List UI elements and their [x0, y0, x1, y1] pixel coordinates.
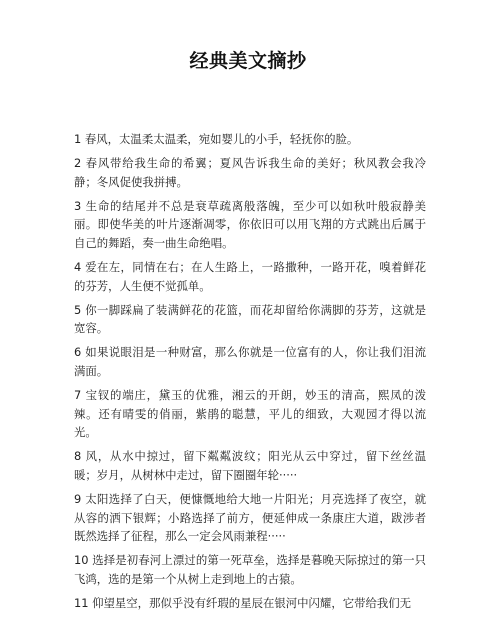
entry: 10 选择是初春河上漂过的第一死草垒，选择是暮晚天际掠过的第一只飞鸿，选的是第一个从树上走到地上的古猿。 [74, 553, 426, 586]
entry: 3 生命的结尾并不总是衰草疏离般落魄，至少可以如秋叶般寂静美丽。即使华美的叶片逐渐凋零，你依旧可以用飞翔的方式跳出后属于自己的舞蹈，奏一曲生命绝唱。 [74, 198, 426, 250]
entry: 8 风，从水中掠过，留下粼粼波纹；阳光从云中穿过，留下丝丝温暖；岁月，从树林中走过，留下圈圈年轮····· [74, 449, 426, 482]
entry: 6 如果说眼泪是一种财富，那么你就是一位富有的人，你让我们泪流满面。 [74, 345, 426, 379]
entry: 9 太阳选择了白天，便慷慨地给大地一片阳光；月亮选择了夜空，就从容的洒下银辉；小路选择了前方，便延伸成一条康庄大道，跋涉者既然选择了征程，那么一定会风雨兼程····· [74, 492, 426, 544]
entry: 4 爱在左，同情在右；在人生路上，一路撒种，一路开花，嗅着鲜花的芬芳，人生便不觉孤单。 [74, 260, 426, 293]
document-title: 经典美文摘抄 [189, 50, 307, 72]
entry-list [74, 130, 426, 618]
entry: 2 春风带给我生命的希翼；夏风告诉我生命的美好；秋风教会我冷静；冬风促使我拼搏。 [74, 156, 426, 189]
entry: 7 宝钗的端庄，黛玉的优雅，湘云的开朗，妙玉的清高，熙凤的泼辣。还有晴雯的俏丽，紫鹃的聪慧，平儿的细致，大观园才得以流光。 [74, 388, 426, 440]
entry: 1 春风，太温柔太温柔，宛如婴儿的小手，轻抚你的脸。 [74, 132, 359, 146]
entry: 11 仰望星空，那似乎没有纤瑕的星辰在银河中闪耀，它带给我们无 [74, 596, 412, 611]
entry: 5 你一脚踩扁了装满鲜花的花篮，而花却留给你满脚的芬芳，这就是宽容。 [74, 302, 426, 336]
